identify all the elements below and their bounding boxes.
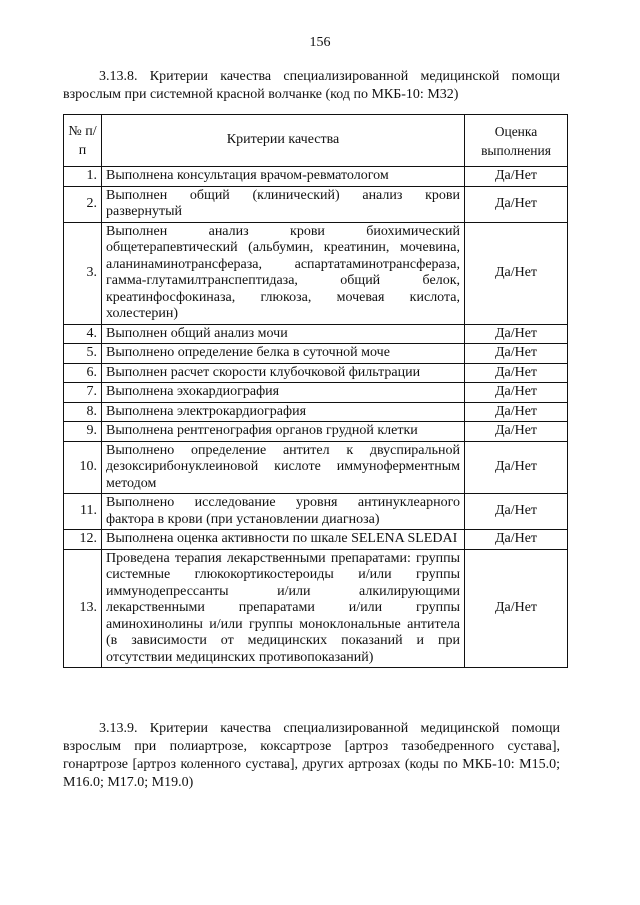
row-num: 7.	[64, 383, 102, 403]
row-evaluation: Да/Нет	[465, 222, 568, 324]
table-row	[64, 530, 568, 550]
table-row	[64, 441, 568, 494]
row-criteria: Выполнено определение антител к двуспиральной дезоксирибонуклеиновой кислоте иммуноферментным методом	[102, 441, 465, 494]
row-num: 4.	[64, 324, 102, 344]
table-row	[64, 363, 568, 383]
section-text: 3.13.8. Критерии качества специализированной медицинской помощи взрослым при системной красной волчанке (код по МКБ-10: М32)	[63, 69, 560, 102]
row-criteria: Выполнена эхокардиография	[102, 383, 465, 403]
table-row	[64, 383, 568, 403]
row-criteria: Выполнена консультация врачом-ревматологом	[102, 167, 465, 187]
row-criteria: Выполнен расчет скорости клубочковой фильтрации	[102, 363, 465, 383]
row-num: 13.	[64, 549, 102, 668]
row-criteria: Выполнено исследование уровня антинуклеарного фактора в крови (при установлении диагноза)	[102, 494, 465, 530]
table-row	[64, 549, 568, 668]
table-row	[64, 344, 568, 364]
row-criteria: Выполнено определение белка в суточной моче	[102, 344, 465, 364]
row-criteria: Проведена терапия лекарственными препаратами: группы системные глюкокортикостероиды и/или группы иммунодепрессанты и/или алкилирующими лекарственными препаратами и/или группы аминохинолины и/или группы моноклональные антитела (в зависимости от медицинских показаний и при отсутствии медицинских противопоказаний)	[102, 549, 465, 668]
section-heading-3-13-8	[63, 68, 560, 104]
row-num: 5.	[64, 344, 102, 364]
row-num: 12.	[64, 530, 102, 550]
row-evaluation: Да/Нет	[465, 383, 568, 403]
row-criteria: Выполнен общий анализ мочи	[102, 324, 465, 344]
row-criteria: Выполнена рентгенография органов грудной клетки	[102, 422, 465, 442]
row-num: 8.	[64, 402, 102, 422]
header-criteria: Критерии качества	[102, 115, 465, 167]
table-header-row	[64, 115, 568, 167]
row-num: 11.	[64, 494, 102, 530]
row-criteria: Выполнена электрокардиография	[102, 402, 465, 422]
header-evaluation: Оценка выполнения	[465, 115, 568, 167]
row-num: 3.	[64, 222, 102, 324]
row-evaluation: Да/Нет	[465, 167, 568, 187]
row-criteria: Выполнен общий (клинический) анализ крови развернутый	[102, 186, 465, 222]
quality-criteria-table	[63, 114, 568, 668]
row-num: 9.	[64, 422, 102, 442]
row-evaluation: Да/Нет	[465, 549, 568, 668]
row-evaluation: Да/Нет	[465, 324, 568, 344]
table-row	[64, 222, 568, 324]
row-evaluation: Да/Нет	[465, 344, 568, 364]
row-evaluation: Да/Нет	[465, 402, 568, 422]
row-criteria: Выполнен анализ крови биохимический общетерапевтический (альбумин, креатинин, мочевина, аланинаминотрансфераза, аспартатаминотрансфераза, гамма-глутамилтранспептидаза, общий белок, креатинфосфокиназа, глюкоза, мочевая кислота, холестерин)	[102, 222, 465, 324]
row-evaluation: Да/Нет	[465, 422, 568, 442]
table-row	[64, 422, 568, 442]
row-num: 2.	[64, 186, 102, 222]
page-number: 156	[309, 35, 331, 50]
table-row	[64, 167, 568, 187]
row-evaluation: Да/Нет	[465, 441, 568, 494]
table-row	[64, 402, 568, 422]
row-evaluation: Да/Нет	[465, 363, 568, 383]
row-evaluation: Да/Нет	[465, 494, 568, 530]
row-num: 10.	[64, 441, 102, 494]
row-criteria: Выполнена оценка активности по шкале SELENA SLEDAI	[102, 530, 465, 550]
section-text: 3.13.9. Критерии качества специализированной медицинской помощи взрослым при полиартрозе, коксартрозе [артроз тазобедренного сустава], гонартрозе [артроз коленного сустава], других артрозах (коды по МКБ-10: M15.0; M16.0; M17.0; M19.0)	[63, 721, 560, 790]
table-row	[64, 324, 568, 344]
row-evaluation: Да/Нет	[465, 186, 568, 222]
row-evaluation: Да/Нет	[465, 530, 568, 550]
section-heading-3-13-9	[63, 720, 560, 792]
header-num: № п/п	[64, 115, 102, 167]
row-num: 6.	[64, 363, 102, 383]
table-row	[64, 494, 568, 530]
table-row	[64, 186, 568, 222]
row-num: 1.	[64, 167, 102, 187]
